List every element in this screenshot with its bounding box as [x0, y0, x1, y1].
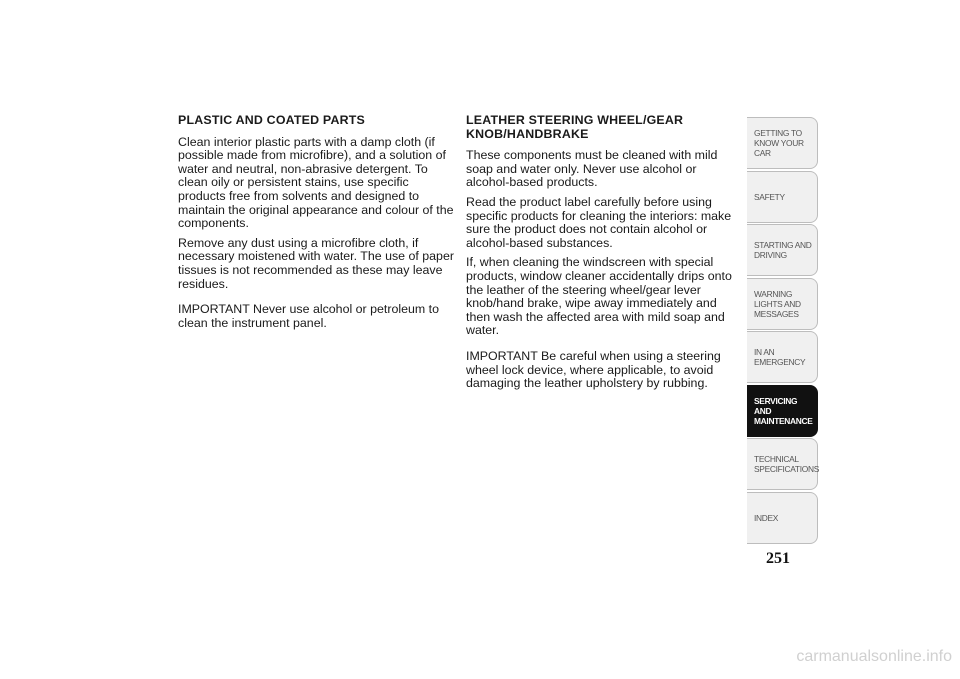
tab-servicing-and-maintenance[interactable] [747, 385, 818, 437]
page-number: 251 [766, 550, 790, 567]
paragraph: If, when cleaning the windscreen with special products, window cleaner accidentally drips onto the leather of the steering wheel/gear lever knob/hand brake, wipe away immediately and then wash the affected area with mild soap and water. [466, 255, 732, 338]
tab-label: INDEX [754, 512, 779, 523]
tab-label: GETTING TO KNOW YOUR CAR [754, 128, 804, 158]
section-heading-plastic: PLASTIC AND COATED PARTS [178, 113, 365, 127]
important-note: IMPORTANT Be careful when using a steering wheel lock device, where applicable, to avoid damaging the leather upholstery by rubbing. [466, 348, 721, 391]
tab-label: IN AN EMERGENCY [754, 347, 806, 367]
paragraph: Remove any dust using a microfibre cloth, if necessary moistened with water. The use of paper tissues is not recommended as these may leave residues. [178, 235, 454, 291]
chapter-tabs [747, 117, 818, 545]
paragraph: Clean interior plastic parts with a damp cloth (if possible made from microfibre), and a solution of water and neutral, non-abrasive detergent. To clean oily or persistent stains, use specific products free from solvents and designed to maintain the original appearance and colour of the components. [178, 134, 454, 231]
tab-label: SERVICING AND MAINTENANCE [754, 395, 813, 426]
paragraph: Read the product label carefully before using specific products for cleaning the interiors: make sure the product does not contain alcohol or alcohol-based substances. [466, 194, 732, 250]
tab-safety[interactable] [747, 171, 818, 223]
tab-label: STARTING AND DRIVING [754, 240, 812, 260]
left-column [178, 114, 454, 336]
tab-technical-specifications[interactable] [747, 438, 818, 490]
tab-in-an-emergency[interactable] [747, 331, 818, 383]
right-column [466, 114, 742, 397]
tab-index[interactable] [747, 492, 818, 544]
tab-getting-to-know[interactable] [747, 117, 818, 169]
tab-warning-lights[interactable] [747, 278, 818, 330]
tab-label: TECHNICAL SPECIFICATIONS [754, 454, 819, 474]
important-note: IMPORTANT Never use alcohol or petroleum to clean the instrument panel. [178, 302, 439, 330]
tab-label: SAFETY [754, 191, 785, 202]
section-heading-leather: LEATHER STEERING WHEEL/GEAR KNOB/HANDBRAKE [466, 113, 684, 141]
paragraph: These components must be cleaned with mild soap and water only. Never use alcohol or alcohol-based products. [466, 148, 718, 190]
tab-label: WARNING LIGHTS AND MESSAGES [754, 288, 801, 319]
tab-starting-and-driving[interactable] [747, 224, 818, 276]
watermark: carmanualsonline.info [796, 648, 952, 665]
